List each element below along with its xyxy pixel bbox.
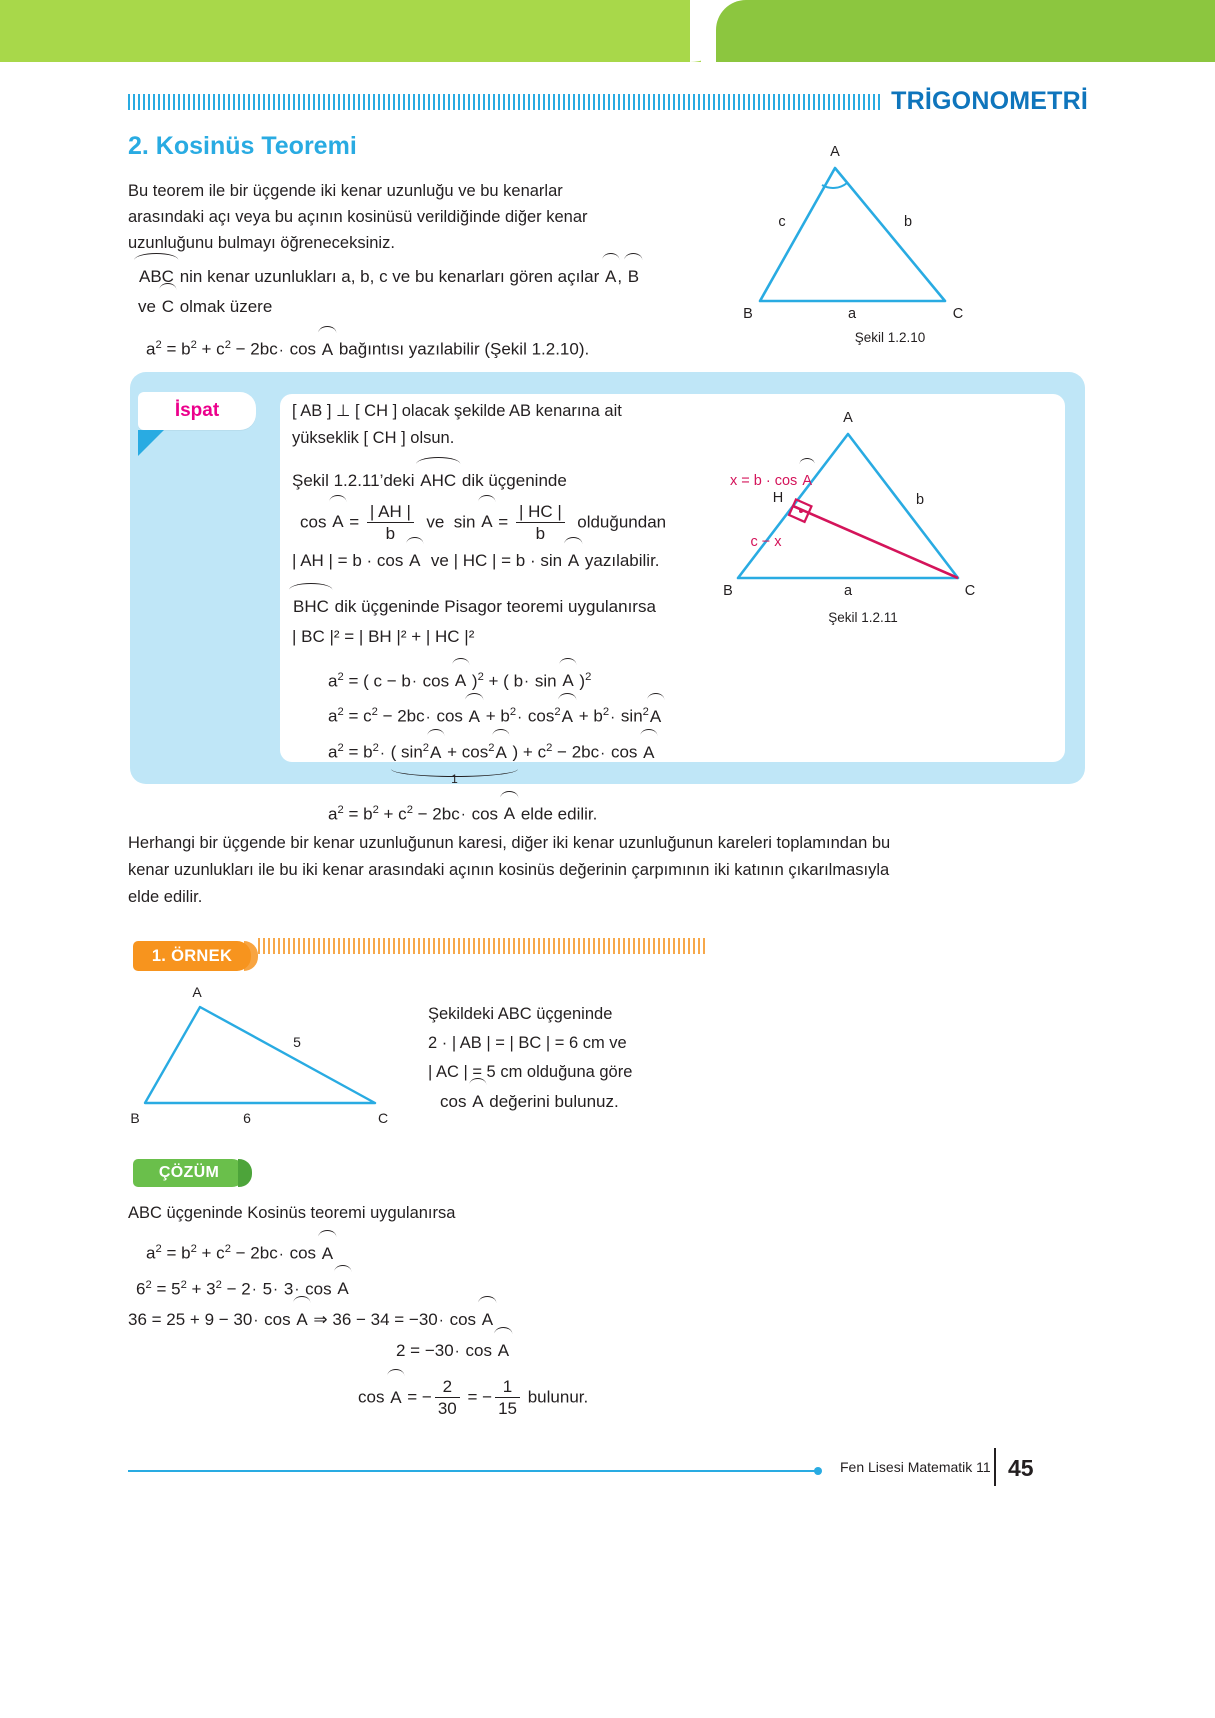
eq2-sup-b2: 2: [602, 706, 610, 719]
proof-sin-angle: A: [480, 503, 493, 541]
s-eq1-sup-a: 2: [155, 1243, 162, 1255]
s-eq2-angle: A: [336, 1274, 349, 1304]
proof-ve-1: ve: [426, 512, 445, 532]
footer-rule: [128, 1470, 818, 1472]
svg-text:C: C: [952, 306, 964, 322]
solution-intro: ABC üçgeninde Kosinüs teoremi uygulanırsa: [128, 1204, 456, 1222]
svg-text:H: H: [772, 490, 784, 506]
svg-text:b: b: [915, 492, 925, 508]
frac-ah-den: b: [367, 522, 414, 544]
svg-text:5: 5: [293, 1034, 301, 1050]
eq3-sup-b: 2: [372, 742, 379, 755]
s-eq2-dot-2: ·: [273, 1281, 279, 1299]
triangle-bhc-label: BHC: [292, 592, 330, 622]
proof-p1-line1: [ AB ] ⊥ [ CH ] olacak şekilde AB kenarına ait: [292, 402, 622, 420]
eq4-sup-a: 2: [337, 803, 344, 816]
eq2-sup-a: 2: [337, 706, 344, 719]
triangle-abc-label: ABC: [138, 262, 175, 292]
proof-eq-2: $a^2 = c^2 - 2bc\cdot \cos A + b^2\cdot \cos^2A + b^2\cdot \sin^2A$: [328, 697, 762, 733]
conclusion-line-1: Herhangi bir üçgende bir kenar uzunluğunun karesi, diğer iki kenar uzunluğunun kareleri toplamından bu: [128, 834, 891, 852]
footer-divider: [994, 1448, 996, 1486]
example-tick-rule: [258, 938, 708, 954]
frac-ah-num: | AH |: [369, 502, 411, 521]
s-eq4-angle: A: [497, 1336, 510, 1366]
unit-title: TRİGONOMETRİ: [891, 86, 1088, 115]
frac-2-over-30: [435, 1377, 460, 1419]
proof-hc-angle: A: [567, 546, 580, 576]
svg-text:6: 6: [243, 1110, 251, 1126]
cosine-law-formula: [146, 330, 688, 366]
proof-p2-post: dik üçgeninde: [457, 471, 567, 490]
svg-text:c: c: [778, 214, 786, 230]
proof-p3-line: [292, 592, 762, 622]
eq4-dot: ·: [460, 806, 466, 824]
intro-line-2: arasındaki açı veya bu açının kosinüsü verildiğinde diğer kenar: [128, 208, 588, 226]
eq2-dot-3: ·: [610, 709, 616, 727]
proof-p2-pre: Şekil 1.2.11’deki: [292, 471, 420, 490]
solution-eq-4: 2 = −30· cos A: [396, 1336, 828, 1367]
triangle-diagram-1: [740, 128, 1040, 343]
intro-line-5-pre: ve: [138, 297, 161, 316]
triangle-ahc-label: AHC: [419, 466, 457, 496]
proof-tab: [138, 392, 256, 430]
s-eq3-angle-1: A: [295, 1305, 308, 1335]
proof-p2-line: [292, 466, 762, 496]
proof-pythagoras: [292, 622, 762, 652]
example-line-4: [440, 1087, 758, 1117]
triangle-diagram-2: [708, 398, 1018, 628]
s-eq2-sup-6: 2: [145, 1278, 152, 1291]
eq4-sup-c: 2: [406, 803, 413, 816]
svg-text:A: A: [843, 410, 853, 426]
unit-header: [128, 88, 1088, 114]
figure-2-x-angle: A: [801, 466, 813, 496]
proof-ah-hc-line: [292, 546, 762, 576]
proof-ve-2: ve: [430, 550, 449, 570]
example-angle-a: A: [471, 1087, 484, 1117]
proof-eq-3: $a^2 = b^2\cdot$ ( $\sin^2A + \cos^2A$ ) 1 + $c^2 - 2bc\cdot \cos A$: [328, 733, 762, 769]
svg-text:A: A: [830, 144, 840, 160]
footer-book-title: Fen Lisesi Matematik 11: [840, 1459, 991, 1475]
angle-b-label: B: [627, 262, 640, 292]
example-line-1: Şekildeki ABC üçgeninde: [428, 1005, 613, 1023]
example-line-4-post: değerini bulunuz.: [484, 1092, 619, 1111]
header-bar-right: [716, 0, 1215, 62]
s-eq1-sup-c: 2: [224, 1243, 231, 1255]
eq2-angle-3: A: [649, 702, 662, 732]
solution-body: [128, 1198, 828, 1419]
svg-text:b: b: [903, 214, 913, 230]
eq3-sup-cos: 2: [488, 742, 495, 755]
proof-tab-label: İspat: [174, 400, 220, 421]
s-eq2-sup-5: 2: [180, 1278, 187, 1291]
eq4-angle: A: [503, 799, 516, 829]
s-eq5-angle: A: [389, 1378, 402, 1418]
s-eq1-dot: ·: [278, 1245, 284, 1263]
eq3-sup-c: 2: [546, 742, 553, 755]
formula-tail: − 2bc: [230, 339, 278, 359]
svg-text:C: C: [964, 583, 976, 599]
eq2-dot-2: ·: [517, 709, 523, 727]
proof-line-ah: | AH | = b · cos: [292, 550, 409, 570]
proof-oldugundan: olduğundan: [577, 512, 667, 532]
example-line-2: 2 · | AB | = | BC | = 6 cm ve: [428, 1034, 627, 1052]
section-title: 2. Kosinüs Teoremi: [128, 132, 357, 160]
svg-text:a: a: [847, 306, 857, 322]
proof-sin-label: sin: [453, 512, 481, 532]
frac-30-den: 30: [435, 1397, 460, 1419]
proof-p1-line2: yükseklik [ CH ] olsun.: [292, 429, 455, 447]
example-line-4-pre: cos: [440, 1092, 472, 1111]
s-eq2-dot-3: ·: [294, 1281, 300, 1299]
header-bar-left: [0, 0, 700, 62]
s-eq2-dot-1: ·: [251, 1281, 257, 1299]
eq2-sup-sin: 2: [642, 706, 649, 719]
eq1-angle-2: A: [561, 666, 574, 696]
figure-1-caption: Şekil 1.2.10: [854, 330, 926, 345]
frac-1-num: 1: [502, 1377, 513, 1397]
solution-eq-5: [358, 1377, 828, 1419]
eq2-dot-1: ·: [425, 709, 431, 727]
intro-paragraph: [128, 178, 688, 366]
example-figure: [125, 985, 415, 1140]
frac-ah-over-b: [367, 502, 414, 544]
conclusion-line-2: kenar uzunlukları ile bu iki kenar arasındaki açının kosinüs değerinin çarpımının iki katının çıkarılmasıyla: [128, 861, 890, 879]
underbrace-value: 1: [451, 771, 458, 786]
figure-2-x-text: x = b · cos: [730, 473, 802, 489]
proof-eq-1: $a^2$ = ( c − b· cos A )$^2$ + ( b· sin A )$^2$: [328, 662, 762, 698]
example-tab: [133, 941, 251, 971]
s-eq5-eq: = −: [462, 1387, 493, 1407]
eq3-angle-1: A: [429, 738, 442, 768]
s-eq3-dot-2: ·: [438, 1312, 444, 1330]
intro-line-5-post: olmak üzere: [174, 297, 273, 316]
proof-cos-label: cos: [300, 512, 332, 532]
figure-2-caption: Şekil 1.2.11: [828, 610, 898, 625]
s-eq3-dot-1: ·: [253, 1312, 259, 1330]
s-eq4-dot: ·: [454, 1343, 460, 1361]
intro-line-1: Bu teorem ile bir üçgende iki kenar uzunluğu ve bu kenarlar: [128, 182, 563, 200]
svg-text:B: B: [743, 306, 753, 322]
conclusion-paragraph: [128, 830, 1088, 911]
proof-cos-angle: A: [331, 503, 344, 541]
example-triangle-diagram: [125, 985, 415, 1140]
formula-mid: + c: [196, 339, 225, 359]
figure-2-x-label: [730, 466, 813, 496]
solution-eq-3: 36 = 25 + 9 − 30· cos A ⇒ 36 − 34 = −30· cos A: [128, 1305, 828, 1336]
s-eq1-angle: A: [321, 1239, 334, 1269]
s-eq2-sup-3: 2: [215, 1278, 222, 1291]
eq3-dot-2: ·: [600, 744, 606, 762]
eq3-angle-3: A: [642, 738, 655, 768]
eq2-sup-c: 2: [371, 706, 378, 719]
solution-eq-1: $a^2 = b^2 + c^2 - 2bc\cdot \cos A$: [146, 1234, 828, 1270]
conclusion-line-3: elde edilir.: [128, 888, 203, 906]
example-line-3: | AC | = 5 cm olduğuna göre: [428, 1063, 633, 1081]
proof-p3-post: dik üçgeninde Pisagor teoremi uygulanırsa: [329, 596, 656, 616]
eq1-sup-2: 2: [585, 670, 592, 683]
eq1-sup-a: 2: [337, 670, 344, 683]
example-text: [428, 1000, 758, 1117]
eq2-angle-2: A: [561, 702, 574, 732]
proof-pyth-text: | BC |² = | BH |² + | HC |²: [292, 626, 475, 646]
eq1-angle-1: A: [454, 666, 467, 696]
svg-text:C: C: [377, 1110, 389, 1126]
s-eq5-tail: bulunur.: [523, 1387, 589, 1407]
frac-1-over-15: [495, 1377, 520, 1419]
proof-line-hc: | HC | = b · sin: [453, 550, 567, 570]
eq4-sup-b: 2: [372, 803, 379, 816]
formula-body: = b: [161, 339, 191, 359]
figure-1-2-10: [740, 128, 1040, 343]
eq2-angle-1: A: [468, 702, 481, 732]
eq3-dot-1: ·: [379, 744, 385, 762]
formula-angle-a: A: [321, 335, 334, 365]
solution-eq-2: $6^2 = 5^2 + 3^2 - 2\cdot 5\cdot 3\cdot \cos A$: [136, 1270, 828, 1306]
formula-a: a: [146, 339, 156, 359]
proof-eq-4: $a^2 = b^2 + c^2 - 2bc\cdot \cos A$ elde edilir.: [328, 795, 762, 831]
formula-sup-2: 2: [190, 339, 197, 351]
eq3-sup-a: 2: [337, 742, 344, 755]
svg-text:B: B: [130, 1110, 140, 1126]
intro-line-3: uzunluğunu bulmayı öğreneceksiniz.: [128, 234, 395, 252]
solution-tab-label: ÇÖZÜM: [158, 1164, 220, 1181]
svg-text:a: a: [843, 583, 853, 599]
frac-2-num: 2: [442, 1377, 453, 1397]
header-tick-rule: [128, 94, 881, 110]
angle-a-label: A: [604, 262, 617, 292]
intro-line-4: [138, 262, 688, 292]
intro-line-4-text: nin kenar uzunlukları a, b, c ve bu kenarları gören açılar: [174, 267, 604, 286]
eq4-tail: elde edilir.: [516, 804, 598, 824]
s-eq5-pre: cos: [358, 1387, 390, 1407]
footer-page-number: 45: [1008, 1455, 1034, 1481]
svg-text:c − x: c − x: [750, 534, 782, 550]
svg-text:B: B: [723, 583, 733, 599]
proof-text: [292, 398, 762, 830]
formula-cos: cos: [289, 339, 321, 359]
s-eq3-angle-2: A: [481, 1305, 494, 1335]
frac-hc-den: b: [516, 522, 565, 544]
proof-ah-angle: A: [408, 546, 421, 576]
formula-sup-1: 2: [155, 339, 162, 351]
proof-yazilabilir: yazılabilir.: [584, 550, 660, 570]
eq3-sup-sin: 2: [422, 742, 430, 755]
intro-comma: ,: [617, 267, 623, 286]
eq1-dot-2: ·: [524, 673, 530, 691]
proof-cos-sin-line: cos A = $\frac{| AH |}{b}$ ve sin A = $\frac{| HC |}{b}$ olduğundan: [300, 502, 667, 543]
s-eq5-mid: = −: [402, 1387, 432, 1407]
s-eq1-sup-b: 2: [190, 1243, 197, 1255]
eq3-underbrace: ( $\sin^2A + \cos^2A$ ) 1: [391, 733, 519, 768]
dot-operator: ·: [278, 341, 284, 359]
svg-text:A: A: [192, 985, 202, 1000]
angle-c-label: C: [161, 292, 175, 322]
formula-sup-3: 2: [224, 339, 231, 351]
figure-1-2-11: [708, 398, 1018, 628]
solution-tab: [133, 1159, 245, 1187]
intro-line-5: [138, 292, 688, 322]
example-tab-label: 1. ÖRNEK: [151, 946, 233, 965]
formula-note: bağıntısı yazılabilir (Şekil 1.2.10).: [334, 339, 590, 359]
eq2-sup-b1: 2: [509, 706, 517, 719]
frac-15-den: 15: [495, 1397, 520, 1419]
frac-hc-num: | HC |: [518, 502, 562, 521]
frac-hc-over-b: [516, 502, 565, 544]
eq1-dot-1: ·: [411, 673, 417, 691]
eq2-sup-cos: 2: [554, 706, 561, 719]
eq1-sup-1: 2: [477, 670, 484, 683]
eq3-angle-2: A: [494, 738, 507, 768]
